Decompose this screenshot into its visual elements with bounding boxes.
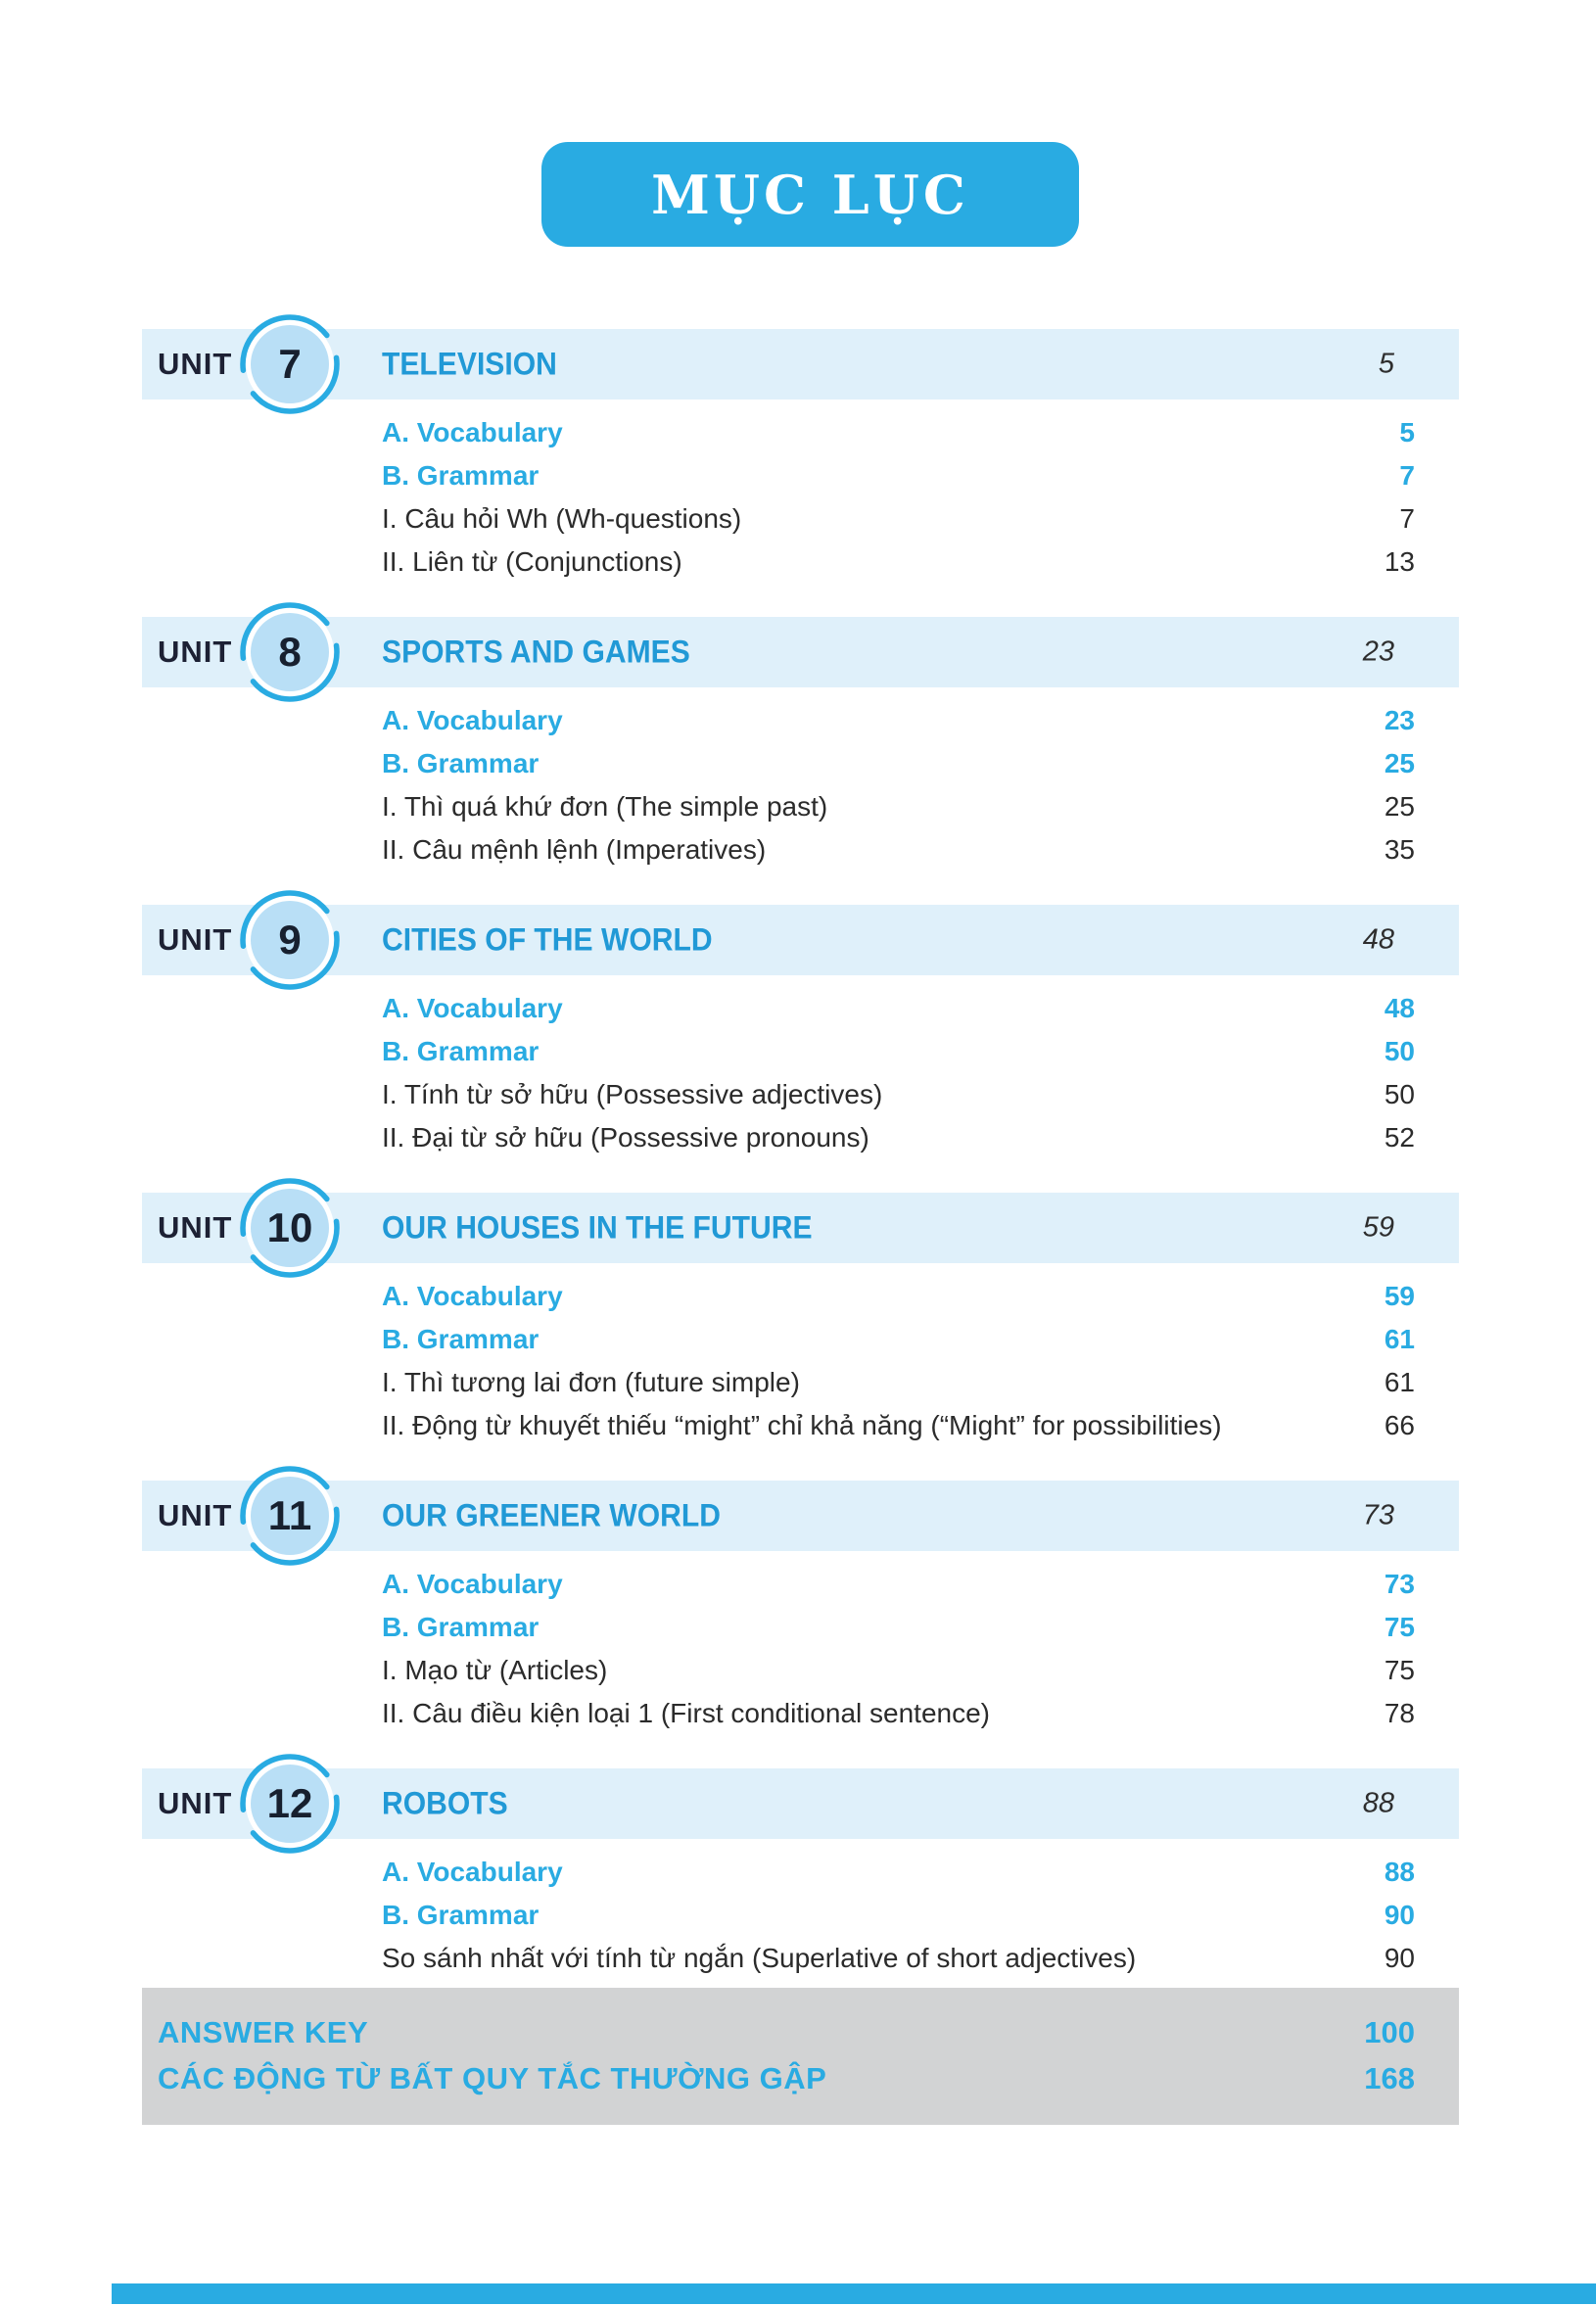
unit-word-label: UNIT [158, 922, 233, 957]
toc-entry-page: 50 [1384, 1079, 1415, 1109]
toc-row [142, 987, 1459, 1030]
toc-row [142, 1318, 1459, 1361]
unit-word-label: UNIT [158, 1498, 233, 1532]
unit-start-page: 88 [1362, 1787, 1394, 1819]
toc-entry-page: 59 [1384, 1281, 1415, 1311]
toc-row [142, 1030, 1459, 1073]
page-title: MỤC LỤC [651, 163, 969, 226]
unit-start-page: 23 [1362, 635, 1394, 668]
unit-word-label: UNIT [158, 1210, 233, 1245]
toc-row [142, 454, 1459, 497]
unit-number-badge [238, 312, 342, 416]
toc-entry-page: 75 [1384, 1612, 1415, 1642]
toc-row [142, 1894, 1459, 1937]
unit-items-list [142, 411, 1459, 584]
unit-number-badge [238, 1464, 342, 1568]
unit-title: OUR GREENER WORLD [382, 1497, 721, 1533]
toc-entry-label: I. Tính từ sở hữu (Possessive adjectives) [382, 1079, 883, 1109]
toc-row [142, 1073, 1459, 1116]
toc-entry-label: A. Vocabulary [382, 1569, 563, 1599]
toc-unit-section-12 [142, 1768, 1459, 1980]
toc-entry-page: 88 [1384, 1857, 1415, 1887]
toc-entry-label: I. Mạo từ (Articles) [382, 1655, 608, 1685]
unit-start-page: 5 [1378, 348, 1394, 380]
unit-start-page: 48 [1362, 923, 1394, 956]
unit-items-list [142, 1563, 1459, 1735]
footer-row [142, 2009, 1459, 2055]
toc-entry-page: 23 [1384, 705, 1415, 735]
toc-entry-label: B. Grammar [382, 1612, 540, 1642]
footer-row [142, 2055, 1459, 2101]
toc-entry-label: II. Liên từ (Conjunctions) [382, 546, 682, 577]
toc-entry-page: 66 [1384, 1410, 1415, 1440]
toc-entry-label: II. Câu điều kiện loại 1 (First conditional sentence) [382, 1698, 990, 1728]
toc-entry-page: 13 [1384, 546, 1415, 577]
toc-entry-label: II. Động từ khuyết thiếu “might” chỉ khả năng (“Might” for possibilities) [382, 1410, 1222, 1440]
toc-entry-label: A. Vocabulary [382, 417, 563, 447]
unit-items-list [142, 987, 1459, 1159]
unit-header-bar [142, 617, 1459, 687]
toc-entry-page: 7 [1399, 460, 1415, 491]
toc-entry-label: A. Vocabulary [382, 993, 563, 1023]
toc-unit-section-11 [142, 1481, 1459, 1735]
toc-row [142, 1563, 1459, 1606]
toc-title-banner [541, 142, 1079, 247]
toc-entry-page: 61 [1384, 1324, 1415, 1354]
unit-start-page: 59 [1362, 1211, 1394, 1244]
answer-key-box [142, 1988, 1459, 2125]
unit-number-badge [238, 1752, 342, 1856]
toc-row [142, 1649, 1459, 1692]
toc-unit-section-8 [142, 617, 1459, 871]
toc-entry-label: B. Grammar [382, 1900, 540, 1930]
toc-entry-page: 78 [1384, 1698, 1415, 1728]
toc-unit-section-10 [142, 1193, 1459, 1447]
toc-entry-label: II. Câu mệnh lệnh (Imperatives) [382, 834, 767, 865]
unit-header-bar [142, 1193, 1459, 1263]
toc-entry-page: 35 [1384, 834, 1415, 865]
unit-number: 8 [278, 629, 302, 675]
toc-entry-label: B. Grammar [382, 1036, 540, 1066]
unit-number-badge [238, 1176, 342, 1280]
toc-row [142, 828, 1459, 871]
toc-row [142, 1116, 1459, 1159]
unit-number-badge [238, 600, 342, 704]
toc-row [142, 1275, 1459, 1318]
toc-entry-page: 48 [1384, 993, 1415, 1023]
unit-number-badge [238, 888, 342, 992]
toc-entry-page: 52 [1384, 1122, 1415, 1153]
bottom-accent-strip [112, 2283, 1596, 2304]
toc-entry-page: 61 [1384, 1367, 1415, 1397]
unit-header-bar [142, 1481, 1459, 1551]
unit-title: ROBOTS [382, 1785, 508, 1821]
toc-entry-label: I. Câu hỏi Wh (Wh-questions) [382, 503, 742, 534]
unit-items-list [142, 699, 1459, 871]
toc-row [142, 1361, 1459, 1404]
toc-entry-page: 7 [1399, 503, 1415, 534]
unit-word-label: UNIT [158, 347, 233, 381]
toc-entry-page: 90 [1384, 1900, 1415, 1930]
toc-entry-page: 25 [1384, 748, 1415, 778]
toc-entry-label: I. Thì tương lai đơn (future simple) [382, 1367, 800, 1397]
unit-number: 11 [267, 1492, 312, 1538]
unit-number: 7 [278, 341, 302, 387]
toc-entry-page: 90 [1384, 1943, 1415, 1973]
toc-row [142, 1937, 1459, 1980]
unit-number: 12 [266, 1780, 313, 1826]
toc-entry-label: B. Grammar [382, 748, 540, 778]
footer-entry-page: 168 [1364, 2060, 1415, 2095]
unit-number: 9 [278, 917, 302, 963]
unit-word-label: UNIT [158, 1786, 233, 1820]
toc-row [142, 1404, 1459, 1447]
toc-row [142, 785, 1459, 828]
toc-entry-label: II. Đại từ sở hữu (Possessive pronouns) [382, 1122, 869, 1153]
toc-entry-label: A. Vocabulary [382, 1857, 563, 1887]
toc-row [142, 699, 1459, 742]
toc-row [142, 497, 1459, 541]
toc-entry-label: A. Vocabulary [382, 705, 563, 735]
unit-header-bar [142, 329, 1459, 400]
toc-entry-label: I. Thì quá khứ đơn (The simple past) [382, 791, 828, 822]
toc-row [142, 1606, 1459, 1649]
unit-title: SPORTS AND GAMES [382, 634, 690, 670]
unit-items-list [142, 1275, 1459, 1447]
unit-word-label: UNIT [158, 635, 233, 669]
unit-header-bar [142, 1768, 1459, 1839]
unit-title: TELEVISION [382, 346, 557, 382]
unit-number: 10 [266, 1204, 313, 1250]
toc-unit-section-7 [142, 329, 1459, 584]
footer-entry-label: ANSWER KEY [158, 2014, 369, 2049]
toc-row [142, 541, 1459, 584]
unit-header-bar [142, 905, 1459, 975]
toc-row [142, 1851, 1459, 1894]
toc-entry-page: 75 [1384, 1655, 1415, 1685]
toc-entry-page: 73 [1384, 1569, 1415, 1599]
unit-start-page: 73 [1362, 1499, 1394, 1531]
toc-row [142, 1692, 1459, 1735]
toc-unit-section-9 [142, 905, 1459, 1159]
toc-entry-label: So sánh nhất với tính từ ngắn (Superlative of short adjectives) [382, 1943, 1137, 1973]
toc-entry-page: 25 [1384, 791, 1415, 822]
toc-entry-label: B. Grammar [382, 1324, 540, 1354]
unit-items-list [142, 1851, 1459, 1980]
toc-entry-label: B. Grammar [382, 460, 540, 491]
unit-title: CITIES OF THE WORLD [382, 921, 713, 958]
footer-entry-label: CÁC ĐỘNG TỪ BẤT QUY TẮC THƯỜNG GẬP [158, 2060, 827, 2095]
toc-row [142, 411, 1459, 454]
unit-title: OUR HOUSES IN THE FUTURE [382, 1209, 813, 1246]
toc-entry-page: 50 [1384, 1036, 1415, 1066]
footer-entry-page: 100 [1364, 2014, 1415, 2049]
toc-entry-label: A. Vocabulary [382, 1281, 563, 1311]
toc-entry-page: 5 [1399, 417, 1415, 447]
toc-row [142, 742, 1459, 785]
